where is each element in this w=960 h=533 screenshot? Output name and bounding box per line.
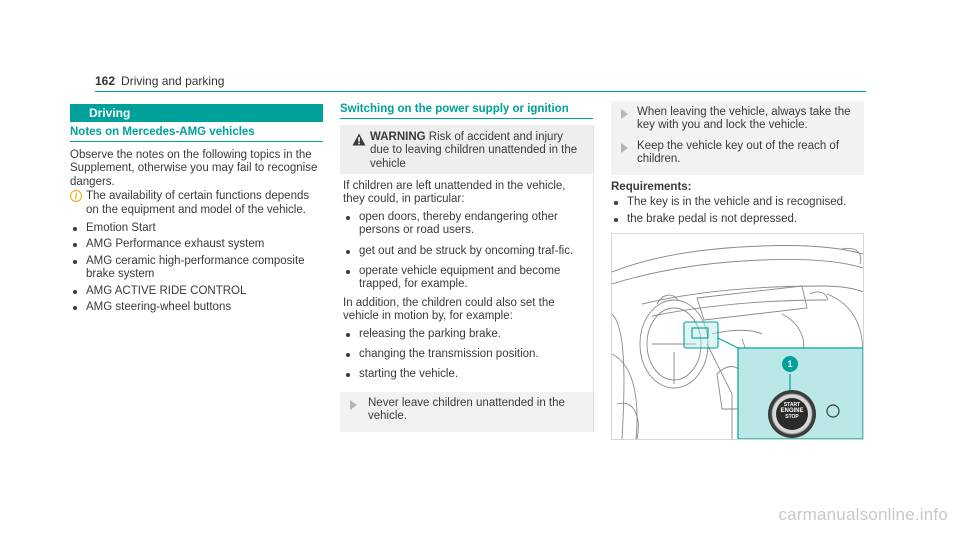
list-item: AMG ceramic high-performance composite brake system — [70, 255, 325, 282]
info-icon: i — [70, 190, 82, 202]
list-item: get out and be struck by oncoming traf-fic. — [343, 245, 587, 258]
callout-number: 1 — [787, 359, 793, 369]
list-item: AMG Performance exhaust system — [70, 238, 325, 251]
button-label-engine: ENGINE — [780, 408, 804, 414]
warning-header — [340, 125, 593, 174]
list-item: changing the transmission position. — [343, 348, 587, 361]
warning-triangle-icon — [352, 133, 366, 146]
requirements-list — [611, 196, 864, 226]
risk-list — [343, 211, 587, 292]
button-label-start: START — [783, 402, 801, 408]
warning-label: WARNING — [370, 131, 426, 143]
warning-para-1: If children are left unattended in the vehicle, they could, in particular: — [343, 180, 566, 206]
subtitle-rule — [70, 141, 323, 142]
watermark: carmanualsonline.info — [778, 505, 948, 524]
tip-box — [340, 392, 593, 432]
header-rule — [95, 91, 866, 92]
warning-para-2: In addition, the children could also set the vehicle in motion by, for example: — [343, 296, 555, 323]
subtitle-amg-notes: Notes on Mercedes-AMG vehicles — [70, 126, 255, 138]
tip-box — [611, 135, 864, 175]
list-item: open doors, thereby endangering other persons or road users. — [343, 211, 587, 238]
chapter-title: Driving and parking — [121, 74, 225, 88]
tip-text: Keep the vehicle key out of the reach of children. — [637, 140, 840, 166]
amg-topic-list — [70, 222, 325, 314]
list-item: the brake pedal is not depressed. — [611, 213, 864, 226]
warning-body — [343, 180, 587, 389]
list-item: operate vehicle equipment and become trapped, for example. — [343, 265, 587, 292]
requirements-label: Requirements: — [611, 181, 692, 193]
requirements — [611, 181, 864, 229]
motion-list — [343, 328, 587, 382]
warning-text — [370, 131, 582, 171]
intro-text: Observe the notes on the following topics in the Supplement, otherwise you may fail to recognise dangers. — [70, 149, 318, 188]
section-title-bar: Driving — [70, 104, 323, 122]
tip-text: When leaving the vehicle, always take the key with you and lock the vehicle. — [637, 106, 851, 132]
page-header — [95, 74, 224, 88]
list-item: Emotion Start — [70, 222, 325, 235]
cockpit-line-drawing — [612, 234, 863, 439]
tip-arrow-icon — [621, 109, 628, 119]
cockpit-illustration — [611, 233, 864, 440]
list-item: AMG steering-wheel buttons — [70, 301, 325, 314]
list-item: starting the vehicle. — [343, 368, 587, 381]
tip-text: Never leave children unattended in the vehicle. — [368, 397, 565, 423]
tip-arrow-icon — [621, 143, 628, 153]
warning-title: Risk of accident and injury due to leaving children unattended in the vehicle — [370, 131, 578, 170]
info-note — [70, 190, 325, 217]
info-note-text: The availability of certain functions depends on the equipment and model of the vehicle. — [86, 190, 310, 216]
subtitle-power-supply: Switching on the power supply or ignition — [340, 103, 569, 115]
col1-body — [70, 149, 325, 317]
list-item: The key is in the vehicle and is recognised. — [611, 196, 864, 209]
list-item: releasing the parking brake. — [343, 328, 587, 341]
start-stop-button — [776, 402, 808, 420]
button-label-stop: STOP — [785, 414, 799, 420]
list-item: AMG ACTIVE RIDE CONTROL — [70, 285, 325, 298]
tip-arrow-icon — [350, 400, 357, 410]
page-number: 162 — [95, 74, 116, 88]
subtitle-rule — [340, 118, 593, 119]
